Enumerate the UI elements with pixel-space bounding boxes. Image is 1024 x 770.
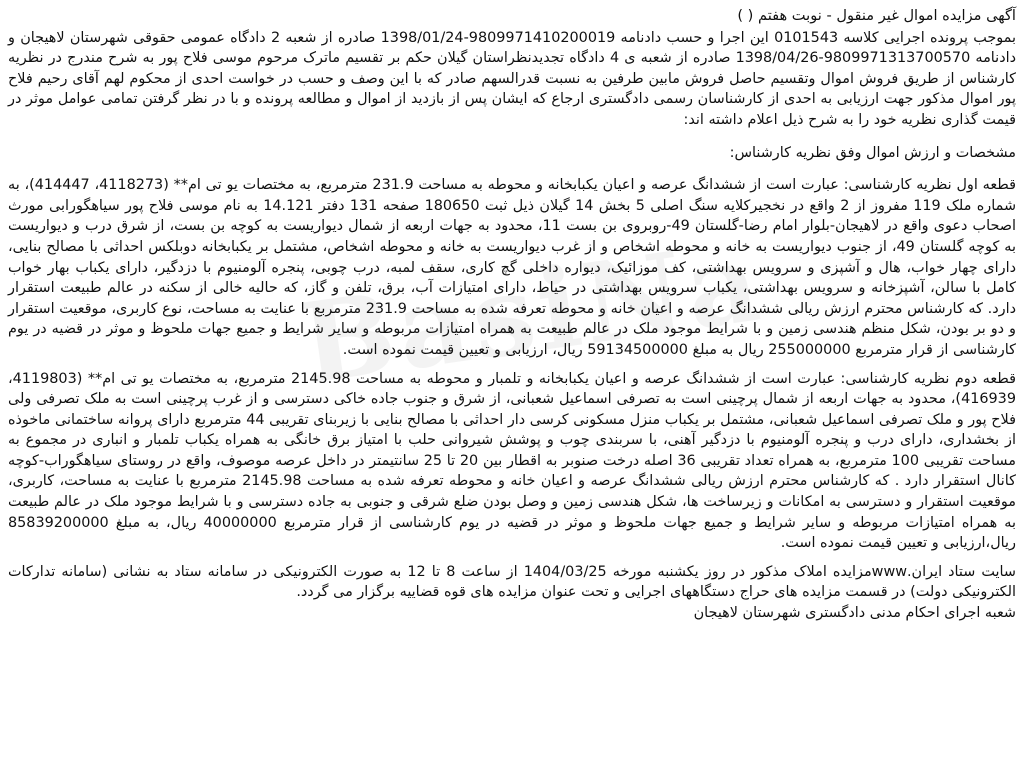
- auction-notice: [8, 6, 1016, 766]
- parcel-2-paragraph: قطعه دوم نظریه کارشناسی: عبارت است از ششدانگ عرصه و اعیان یکبابخانه و تلمبار و محوطه به مساحت 2145.98 مترمربع، به مختصات یو تی ام** (4119803، 416939)، محدود به جهات اربعه از شمال پرچینی است به تصرفی اسماعیل شعبانی، از شرق و جنوب جاده خاکی دسترسی و از غرب پرچینی است به ملک تصرفی ولی فلاح پور و ملک تصرفی اسماعیل شعبانی، مشتمل بر یکباب منزل مسکونی کرسی دار احداثی با مصالح بنایی با زیربنای تقریبی 44 مترمربع دارای پروانه ساختمانی ماخوذه از بخشداری، دارای درب و پنجره آلومنیوم با دزدگیر آهنی، با سربندی چوب و پوشش شیروانی حلب با امتیاز برق خانگی به همراه یکباب تلمبار و انباری در مجموع به مساحت تقریبی 100 مترمربع، به همراه تعداد تقریبی 36 اصله درخت صنوبر به اقطار بین 20 تا 25 سانتیمتر در داخل عرصه موصوف، واقع در روستای سیاهگوراب-کوچه کانال استقرار دارد . که کارشناس محترم ارزش ریالی ششدانگ عرصه و اعیان خانه و محوطه تعرفه شده به مساحت 2145.98 مترمربع با عنایت به مساحت، کاربری، موقعیت استقرار و دسترسی به امکانات و زیرساخت ها، شکل هندسی زمین و وصل بودن ضلع شرقی و جنوبی به جاده دسترسی و با شرایط موجود ملک در عالم طبیعت به همراه امتیازات مربوطه و سایر شرایط و جمیع جهات ملحوظ و موثر در قضیه در یوم کارشناسی از قرار مترمربع 40000000 ریال، به مبلغ 85839200000 ریال،ارزیابی و تعیین قیمت نموده است.: [8, 370, 1017, 552]
- auction-info-paragraph: سایت ستاد ایران.wwwمزایده املاک مذکور در روز یکشنبه مورخه 1404/03/25 از ساعت 8 تا 12 به صورت الکترونیکی در سامانه ستاد به نشانی (سامانه تدارکات الکترونیکی دولت) در قسمت مزایده های حراج دستگاههای اجرایی و تحت عنوان مزایده های قوه قضاییه برگزار می گردد.: [8, 563, 1016, 601]
- notice-intro: بموجب پرونده اجرایی کلاسه 0101543 این اجرا و حسب دادنامه 9809971410200019-1398/01/24 صادره از شعبه 2 دادگاه عمومی حقوقی شهرستان لاهیجان و دادنامه 9809971313700570-1398/04/26 صادره از شعبه ی 4 دادگاه تجدیدنظراستان گیلان حکم بر تقسیم ماترک مرحوم موسی فلاح پور به شرح مندرج در نظریه کارشناس از طریق فروش اموال وتقسیم حاصل فروش مابین طرفین به نسبت قدرالسهم صادر که با این وصف و حسب در خواست احدی از محکوم لهم آقای رحیم فلاح پور اموال مذکور جهت ارزیابی به احدی از کارشناسان رسمی دادگستری ارجاع که ایشان پس از بازدید از اموال و مطالعه پرونده و با در نظر گرفتن تمامی عوامل موثر در قیمت گذاری نظریه خود را به شرح ذیل اعلام داشته اند:: [8, 29, 1017, 128]
- signature: شعبه اجرای احکام مدنی دادگستری شهرستان لاهیجان: [693, 605, 1016, 622]
- specs-heading: مشخصات و ارزش اموال وفق نظریه کارشناس:: [729, 144, 1016, 161]
- notice-title: آگهی مزایده اموال غیر منقول - نوبت هفتم ( ): [737, 7, 1016, 24]
- parcel-1-paragraph: قطعه اول نظریه کارشناسی: عبارت است از ششدانگ عرصه و اعیان یکبابخانه و محوطه به مساحت 231.9 مترمربع، به مختصات یو تی ام** (4118273، 414447)، به شماره ملک 119 مفروز از 2 واقع در نخجیرکلایه سنگ اصلی 5 بخش 14 گیلان ذیل ثبت 180650 صفحه 131 دفتر 14.121 به نام موسی فلاح پور سیاهگورابی مورث اصحاب دعوی واقع در لاهیجان-بلوار امام رضا-گلستان 49-روبروی بن بست 11، محدود به جهات اربعه از شمال دیواریست به کوچه بن بست، از شرق درب و دیواریست به کوچه گلستان 49، از جنوب دیواریست به خانه و محوطه اشخاص و از غرب دیواریست به خانه و محوطه اشخاص، مشتمل بر یکبابخانه دوبلکس احداثی با مصالح بنایی، دارای چهار خواب، هال و آشپزی و سرویس بهداشتی، کف موزائیک، دیواره داخلی گچ کاری، سقف لمبه، درب چوبی، پنجره آلومنیوم با دزدگیر، دارای یکباب بهار خواب کامل با سالن، آشپزخانه و سرویس بهداشتی، یکباب سرویس بهداشتی در حیاط، دارای امتیازات آب، برق، تلفن و گاز، که حالیه خالی از سکنه در عالم طبیعت استقرار دارد. که کارشناس محترم ارزش ریالی ششدانگ عرصه و اعیان خانه و محوطه تعرفه شده به مساحت 231.9 مترمربع با عنایت به مساحت، نوع کاربری، موقعیت استقرار و دو بر بودن، شکل منظم هندسی زمین و با شرایط موجود ملک در عالم طبیعت به همراه امتیازات مربوطه و سایر شرایط و جمیع جهات ملحوظ و موثر در قضیه در یوم کارشناسی از قرار مترمربع 255000000 ریال به مبلغ 59134500000 ریال، ارزیابی و تعیین قیمت نموده است.: [8, 177, 1017, 358]
